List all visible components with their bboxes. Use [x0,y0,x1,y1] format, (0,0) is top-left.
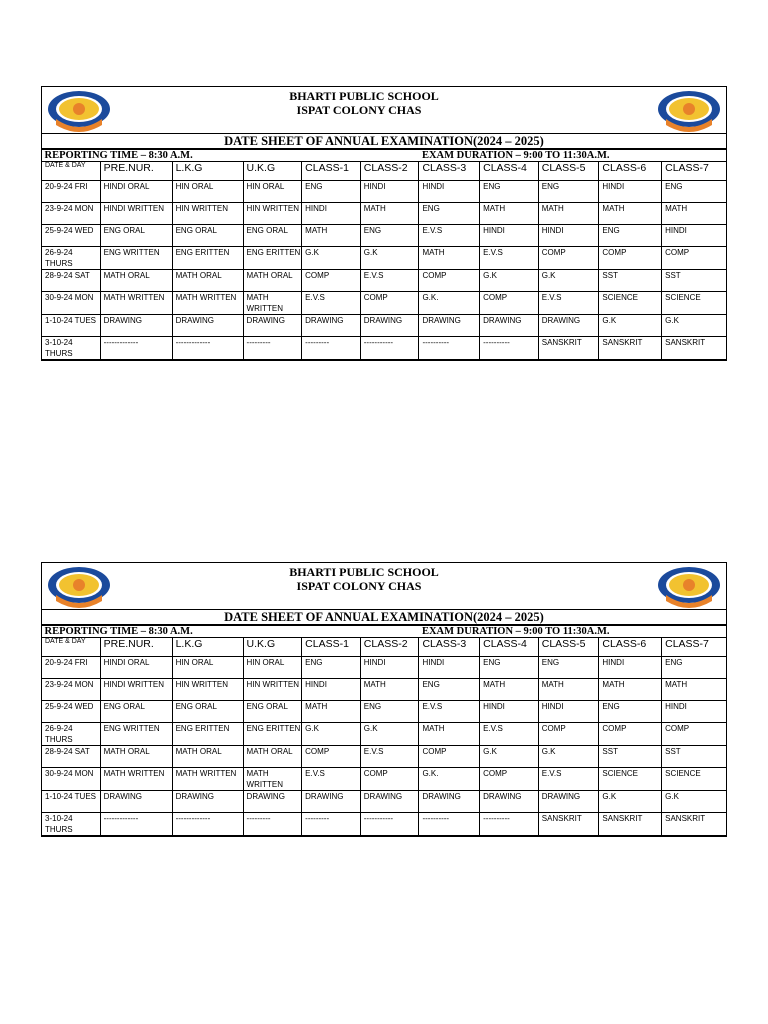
subject-cell: ENG WRITTEN [100,723,172,746]
table-row [42,337,727,360]
date-cell: 20-9-24 FRI [42,657,101,679]
subject-cell: MATH ORAL [243,746,302,768]
subject-cell: ENG ERITTEN [172,247,243,270]
subject-cell: HINDI ORAL [100,657,172,679]
subject-cell: COMP [599,723,662,746]
header-cell: CLASS-4 [480,638,539,657]
subject-cell: HINDI [538,225,599,247]
subject-cell: COMP [662,247,727,270]
subject-cell: G.K [662,315,727,337]
subject-cell: DRAWING [419,791,480,813]
header-cell: U.K.G [243,638,302,657]
subject-cell: MATH [599,679,662,701]
header-cell: U.K.G [243,162,302,181]
sheet-title: DATE SHEET OF ANNUAL EXAMINATION(2024 – 2025) [42,610,726,625]
subject-cell: SANSKRIT [662,337,727,360]
header-row [42,638,727,657]
header-cell: CLASS-2 [360,162,419,181]
exam-rows [42,657,727,836]
subject-cell: G.K [599,315,662,337]
date-cell: 26-9-24 THURS [42,723,101,746]
subject-cell: DRAWING [480,315,539,337]
subject-cell: E.V.S [480,723,539,746]
subject-cell: DRAWING [360,315,419,337]
subject-cell: E.V.S [538,768,599,791]
subject-cell: ------------- [100,813,172,836]
subject-cell: ENG ORAL [100,701,172,723]
header-cell: CLASS-2 [360,638,419,657]
date-cell: 3-10-24 THURS [42,337,101,360]
header-cell: CLASS-3 [419,638,480,657]
exam-table [41,149,727,360]
table-row [42,657,727,679]
school-name: BHARTI PUBLIC SCHOOL [289,89,439,103]
subject-cell: MATH WRITTEN [172,292,243,315]
subject-cell: MATH ORAL [172,746,243,768]
subject-cell: MATH [302,701,361,723]
subject-cell: SANSKRIT [538,337,599,360]
subject-cell: MATH [480,203,539,225]
subject-cell: --------- [243,337,302,360]
subject-cell: HINDI [419,181,480,203]
subject-cell: COMP [419,270,480,292]
subject-cell: ENG ORAL [243,225,302,247]
reporting-row [42,150,727,162]
subject-cell: MATH [662,203,727,225]
subject-cell: COMP [480,768,539,791]
subject-cell: SCIENCE [599,292,662,315]
subject-cell: HINDI [662,225,727,247]
table-row [42,292,727,315]
subject-cell: HINDI [599,657,662,679]
subject-cell: --------- [302,813,361,836]
reporting-time: REPORTING TIME – 8:30 A.M. [42,150,419,162]
subject-cell: COMP [360,768,419,791]
subject-cell: DRAWING [302,315,361,337]
subject-cell: SST [599,746,662,768]
subject-cell: ENG [419,203,480,225]
subject-cell: MATH [360,679,419,701]
subject-cell: COMP [302,270,361,292]
subject-cell: G.K [360,247,419,270]
header-cell: CLASS-1 [302,638,361,657]
date-sheet-2 [41,562,727,837]
subject-cell: COMP [599,247,662,270]
exam-duration: EXAM DURATION – 9:00 TO 11:30A.M. [419,626,727,638]
reporting-row [42,626,727,638]
exam-table [41,625,727,836]
subject-cell: MATH ORAL [243,270,302,292]
school-logo-right [654,89,724,133]
subject-cell: HINDI [302,203,361,225]
subject-cell: HINDI [662,701,727,723]
header-cell: PRE.NUR. [100,638,172,657]
table-row [42,315,727,337]
subject-cell: ----------- [360,813,419,836]
subject-cell: MATH [419,723,480,746]
subject-cell: ENG ORAL [100,225,172,247]
subject-cell: DRAWING [302,791,361,813]
subject-cell: G.K. [419,768,480,791]
table-row [42,247,727,270]
school-header [42,87,726,134]
subject-cell: G.K [302,247,361,270]
date-sheet-1 [41,86,727,361]
subject-cell: ENG [662,181,727,203]
subject-cell: E.V.S [360,270,419,292]
subject-cell: MATH [360,203,419,225]
subject-cell: COMP [419,746,480,768]
subject-cell: MATH ORAL [100,270,172,292]
table-row [42,270,727,292]
subject-cell: DRAWING [360,791,419,813]
subject-cell: MATH ORAL [100,746,172,768]
header-cell: CLASS-7 [662,638,727,657]
subject-cell: E.V.S [302,292,361,315]
date-cell: 23-9-24 MON [42,679,101,701]
subject-cell: MATH WRITTEN [172,768,243,791]
date-cell: 30-9-24 MON [42,292,101,315]
subject-cell: DRAWING [243,791,302,813]
subject-cell: DRAWING [419,315,480,337]
date-cell: 25-9-24 WED [42,701,101,723]
header-cell: CLASS-7 [662,162,727,181]
subject-cell: ENG [599,225,662,247]
table-row [42,701,727,723]
subject-cell: --------- [243,813,302,836]
subject-cell: MATH [419,247,480,270]
subject-cell: ENG [360,225,419,247]
subject-cell: ENG ERITTEN [243,723,302,746]
table-row [42,813,727,836]
subject-cell: ---------- [419,337,480,360]
subject-cell: ENG ORAL [243,701,302,723]
subject-cell: COMP [662,723,727,746]
subject-cell: MATH WRITTEN [100,292,172,315]
subject-cell: SCIENCE [599,768,662,791]
subject-cell: COMP [302,746,361,768]
subject-cell: MATH [538,679,599,701]
subject-cell: HINDI [360,657,419,679]
subject-cell: MATH WRITTEN [100,768,172,791]
subject-cell: SCIENCE [662,768,727,791]
subject-cell: ENG [538,181,599,203]
subject-cell: ENG [538,657,599,679]
subject-cell: MATH WRITTEN [243,292,302,315]
table-row [42,679,727,701]
subject-cell: ENG [360,701,419,723]
subject-cell: E.V.S [419,225,480,247]
header-row [42,162,727,181]
subject-cell: E.V.S [302,768,361,791]
subject-cell: G.K [538,270,599,292]
subject-cell: DRAWING [538,791,599,813]
subject-cell: DRAWING [243,315,302,337]
subject-cell: SANSKRIT [538,813,599,836]
subject-cell: G.K [302,723,361,746]
subject-cell: G.K. [419,292,480,315]
subject-cell: COMP [480,292,539,315]
table-row [42,181,727,203]
subject-cell: SST [599,270,662,292]
subject-cell: HINDI [419,657,480,679]
subject-cell: G.K [538,746,599,768]
subject-cell: HIN WRITTEN [172,203,243,225]
subject-cell: MATH [538,203,599,225]
subject-cell: COMP [538,723,599,746]
table-row [42,768,727,791]
subject-cell: ENG ERITTEN [172,723,243,746]
date-cell: 1-10-24 TUES [42,791,101,813]
subject-cell: G.K [360,723,419,746]
subject-cell: HINDI [480,701,539,723]
subject-cell: HIN ORAL [243,657,302,679]
subject-cell: SCIENCE [662,292,727,315]
subject-cell: G.K [599,791,662,813]
header-cell: CLASS-5 [538,162,599,181]
reporting-time: REPORTING TIME – 8:30 A.M. [42,626,419,638]
school-location: ISPAT COLONY CHAS [296,579,422,593]
subject-cell: HINDI [360,181,419,203]
subject-cell: ---------- [480,337,539,360]
subject-cell: SST [662,270,727,292]
subject-cell: SANSKRIT [599,337,662,360]
date-cell: 28-9-24 SAT [42,270,101,292]
subject-cell: MATH WRITTEN [243,768,302,791]
header-cell: CLASS-6 [599,638,662,657]
date-cell: 23-9-24 MON [42,203,101,225]
subject-cell: E.V.S [538,292,599,315]
subject-cell: HINDI [538,701,599,723]
subject-cell: ENG [480,181,539,203]
subject-cell: MATH [302,225,361,247]
subject-cell: HINDI ORAL [100,181,172,203]
header-cell: DATE & DAY [42,638,101,657]
header-cell: L.K.G [172,638,243,657]
school-location: ISPAT COLONY CHAS [296,103,422,117]
subject-cell: ---------- [419,813,480,836]
subject-cell: HINDI [480,225,539,247]
subject-cell: ENG [302,181,361,203]
date-cell: 30-9-24 MON [42,768,101,791]
table-row [42,746,727,768]
exam-rows [42,181,727,360]
subject-cell: DRAWING [172,791,243,813]
subject-cell: ENG [302,657,361,679]
subject-cell: DRAWING [480,791,539,813]
subject-cell: ENG ORAL [172,701,243,723]
subject-cell: ENG ORAL [172,225,243,247]
header-cell: CLASS-4 [480,162,539,181]
subject-cell: HINDI WRITTEN [100,679,172,701]
subject-cell: DRAWING [100,315,172,337]
subject-cell: HIN ORAL [172,181,243,203]
table-row [42,225,727,247]
subject-cell: COMP [360,292,419,315]
subject-cell: ------------- [172,813,243,836]
header-cell: PRE.NUR. [100,162,172,181]
header-cell: CLASS-1 [302,162,361,181]
header-cell: L.K.G [172,162,243,181]
subject-cell: HINDI [599,181,662,203]
subject-cell: E.V.S [480,247,539,270]
subject-cell: MATH [480,679,539,701]
subject-cell: ENG [662,657,727,679]
subject-cell: ENG [480,657,539,679]
sheet-title: DATE SHEET OF ANNUAL EXAMINATION(2024 – 2025) [42,134,726,149]
subject-cell: G.K [662,791,727,813]
subject-cell: E.V.S [419,701,480,723]
school-name: BHARTI PUBLIC SCHOOL [289,565,439,579]
header-cell: CLASS-3 [419,162,480,181]
subject-cell: ------------- [100,337,172,360]
subject-cell: MATH ORAL [172,270,243,292]
date-cell: 25-9-24 WED [42,225,101,247]
subject-cell: G.K [480,746,539,768]
subject-cell: DRAWING [538,315,599,337]
date-cell: 3-10-24 THURS [42,813,101,836]
subject-cell: HIN ORAL [172,657,243,679]
subject-cell: ENG [419,679,480,701]
subject-cell: MATH [662,679,727,701]
subject-cell: ---------- [480,813,539,836]
school-logo-right [654,565,724,609]
subject-cell: ENG WRITTEN [100,247,172,270]
subject-cell: --------- [302,337,361,360]
header-cell: DATE & DAY [42,162,101,181]
subject-cell: ENG ERITTEN [243,247,302,270]
header-cell: CLASS-6 [599,162,662,181]
subject-cell: HIN WRITTEN [243,203,302,225]
subject-cell: HINDI [302,679,361,701]
school-header [42,563,726,610]
header-cell: CLASS-5 [538,638,599,657]
subject-cell: ------------- [172,337,243,360]
subject-cell: HIN WRITTEN [243,679,302,701]
subject-cell: HIN WRITTEN [172,679,243,701]
subject-cell: HINDI WRITTEN [100,203,172,225]
subject-cell: E.V.S [360,746,419,768]
table-row [42,791,727,813]
subject-cell: COMP [538,247,599,270]
subject-cell: SANSKRIT [662,813,727,836]
subject-cell: MATH [599,203,662,225]
subject-cell: ----------- [360,337,419,360]
subject-cell: ENG [599,701,662,723]
subject-cell: SANSKRIT [599,813,662,836]
subject-cell: G.K [480,270,539,292]
table-row [42,723,727,746]
table-row [42,203,727,225]
subject-cell: DRAWING [172,315,243,337]
exam-duration: EXAM DURATION – 9:00 TO 11:30A.M. [419,150,727,162]
date-cell: 28-9-24 SAT [42,746,101,768]
date-cell: 1-10-24 TUES [42,315,101,337]
date-cell: 26-9-24 THURS [42,247,101,270]
date-cell: 20-9-24 FRI [42,181,101,203]
subject-cell: HIN ORAL [243,181,302,203]
subject-cell: DRAWING [100,791,172,813]
subject-cell: SST [662,746,727,768]
